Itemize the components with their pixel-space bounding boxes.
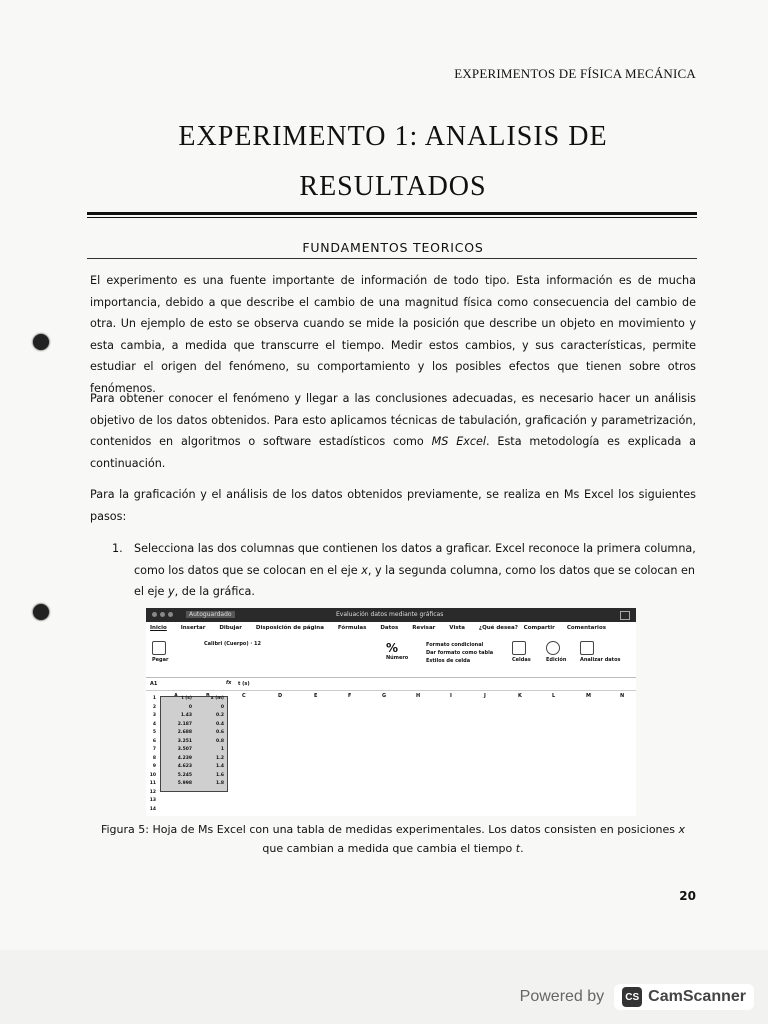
camscanner-badge — [614, 984, 754, 1010]
cell-a: 5.998 — [177, 781, 192, 786]
row-number: 10 — [149, 772, 156, 778]
cell-b: 0.2 — [216, 713, 224, 718]
caption-var-t: t — [515, 842, 521, 855]
cell-a: 1.43 — [180, 713, 192, 718]
editing-label: Edición — [546, 657, 567, 663]
font-size: 12 — [254, 641, 262, 647]
cell-a: 0 — [188, 704, 192, 710]
row-number: 3 — [152, 713, 156, 718]
paste-group — [152, 641, 168, 663]
search-icon — [546, 641, 560, 655]
col-n: N — [620, 693, 625, 699]
excel-titlebar — [146, 608, 636, 622]
col-c: C — [242, 693, 246, 699]
excel-menu — [146, 622, 636, 637]
cell-a: 3.251 — [177, 738, 192, 744]
caption-text-c: . — [520, 842, 524, 855]
cell-a: 4.623 — [177, 764, 192, 769]
cell-b: x (m) — [210, 696, 224, 701]
cell-b: 0 — [220, 704, 224, 710]
software-name: MS Excel — [431, 435, 487, 448]
cell-a: 2.187 — [177, 721, 192, 727]
col-j: J — [484, 693, 486, 699]
row-number: 6 — [152, 738, 156, 744]
paragraph-2 — [90, 388, 696, 474]
analyze-label: Analizar datos — [580, 657, 621, 663]
col-f: F — [348, 693, 352, 699]
row-number: 9 — [152, 764, 156, 769]
menu-vista: Vista — [449, 625, 465, 631]
page-number: 20 — [679, 889, 696, 903]
list-text-b: , y la segunda columna, como los datos que se colocan en el eje — [134, 563, 695, 598]
camscanner-watermark — [520, 982, 754, 1012]
cell-a: 4.239 — [177, 755, 192, 761]
menu-disposicion: Disposición de página — [255, 625, 324, 631]
autosave-toggle: Autoguardado — [186, 611, 235, 618]
fx-icon: fx — [226, 680, 232, 686]
cell-b: 1.2 — [216, 755, 224, 761]
title-line-2: RESULTADOS — [299, 171, 487, 202]
row-number: 11 — [149, 781, 156, 786]
share-button: Compartir — [523, 625, 555, 631]
powered-by: Powered by — [519, 988, 605, 1005]
list-text-a: Selecciona las dos columnas que contienen los datos a graficar. Excel reconoce la primera columna, como los datos que se colocan en el eje — [134, 542, 696, 577]
punch-hole — [33, 334, 49, 350]
caption-var-x: x — [678, 823, 686, 836]
number-group — [386, 641, 408, 661]
running-header: EXPERIMENTOS DE FÍSICA MECÁNICA — [454, 66, 696, 81]
cell-b: 0.4 — [216, 721, 224, 727]
document-title: Evaluación datos mediante gráficas — [336, 611, 444, 618]
share-comments — [524, 625, 618, 631]
punch-hole — [33, 604, 49, 620]
menu-que-desea: ¿Qué desea? — [478, 625, 518, 631]
paste-label: Pegar — [152, 657, 169, 663]
paragraph-1: El experimento es una fuente importante de información de todo tipo. Esta información es de mucha importancia, debido a que describe el cambio de una magnitud física como consecuencia del cambio de otra. Un ejemplo de esto se observa cuando se mide la posición que describe un objeto en movimiento y esta cambia, a medida que transcurre el tiempo. Medir estos cambios, y sus características, permite estudiar el origen del fenómeno, su comportamiento y los posibles efectos que tienen sobre otros fenómenos. — [90, 274, 696, 395]
list-text-c: , de la gráfica. — [174, 585, 255, 598]
font-group: Calibri (Cuerpo) · 12 — [204, 641, 262, 647]
col-l: L — [552, 693, 556, 699]
cell-styles-label: Estilos de celda — [426, 658, 471, 664]
percent-icon: % — [386, 641, 399, 655]
caption-text-a: Figura 5: Hoja de Ms Excel con una tabla de medidas experimentales. Los datos consisten en posiciones — [100, 823, 679, 836]
section-rule — [87, 258, 697, 259]
row-number: 4 — [152, 721, 156, 727]
cell-b: 0.8 — [216, 738, 224, 744]
cell-a: t (s) — [181, 696, 192, 701]
col-m: M — [586, 693, 591, 699]
section-title: FUNDAMENTOS TEORICOS — [302, 240, 484, 255]
paragraph-2-text: Para obtener conocer el fenómeno y llegar a las conclusiones adecuadas, es necesario hacer un análisis objetivo de los datos obtenidos. Para esto aplicamos técnicas de tabulación, graficación y parametrización, contenidos en algoritmos o software estadísticos como — [90, 392, 696, 448]
font-name: Calibri (Cuerpo) — [204, 641, 249, 647]
cell-b: 1.6 — [216, 772, 224, 778]
cell-a: 3.507 — [177, 747, 192, 752]
figure-caption — [90, 820, 696, 858]
menu-revisar: Revisar — [412, 625, 436, 631]
cond-format-label: Formato condicional — [426, 642, 484, 648]
selected-range — [160, 696, 228, 792]
list-item — [112, 538, 696, 603]
var-x: x — [361, 563, 368, 577]
cell-a: 5.245 — [177, 772, 192, 778]
menu-inicio: Inicio — [150, 625, 167, 631]
camscanner-name: CamScanner — [648, 988, 746, 1005]
paste-icon — [152, 641, 166, 655]
paragraph-2-text-end: . Esta metodología es explicada a continuación. — [90, 435, 696, 470]
row-number: 14 — [149, 806, 156, 812]
styles-group — [426, 641, 493, 665]
cells-label: Celdas — [512, 657, 531, 663]
col-i: I — [450, 693, 452, 699]
var-y: y — [167, 585, 175, 598]
formula-bar — [146, 678, 636, 691]
row-number: 8 — [152, 755, 156, 761]
col-k: K — [518, 693, 522, 699]
name-box: A1 — [150, 681, 158, 687]
col-d: D — [278, 693, 283, 699]
editing-group — [546, 641, 566, 663]
cells-icon — [512, 641, 526, 655]
analyze-icon — [580, 641, 594, 655]
col-e: E — [314, 693, 318, 699]
row-number: 2 — [152, 704, 156, 710]
list-number: 1. — [112, 542, 123, 555]
excel-screenshot — [146, 608, 636, 816]
menu-dibujar: Dibujar — [219, 625, 242, 631]
camscanner-logo: CS — [622, 987, 642, 1007]
cell-a: 2.688 — [177, 730, 192, 735]
formula-content: t (s) — [238, 681, 250, 687]
comments-button: Comentarios — [566, 625, 606, 631]
menu-formulas: Fórmulas — [337, 625, 367, 631]
excel-ribbon — [146, 637, 636, 678]
row-number: 7 — [152, 747, 156, 752]
cell-b: 0.6 — [216, 730, 224, 735]
col-g: G — [382, 693, 387, 699]
search-icon — [620, 611, 630, 620]
title-line-1: EXPERIMENTO 1: ANALISIS DE — [178, 121, 608, 152]
number-label: Número — [386, 655, 409, 661]
menu-insertar: Insertar — [180, 625, 206, 631]
row-number: 1 — [152, 696, 156, 701]
cell-b: 1 — [220, 747, 224, 752]
page-title — [90, 112, 696, 212]
title-rule — [87, 212, 697, 215]
cells-group — [512, 641, 531, 663]
row-number: 13 — [149, 798, 156, 803]
col-h: H — [416, 693, 421, 699]
list-text — [134, 538, 696, 603]
row-number: 12 — [149, 789, 156, 795]
title-rule-thin — [87, 217, 697, 218]
caption-text-b: que cambian a medida que cambia el tiempo — [262, 842, 516, 855]
menu-datos: Datos — [380, 625, 399, 631]
cell-b: 1.4 — [216, 764, 224, 769]
row-number: 5 — [152, 730, 156, 735]
table-format-label: Dar formato como tabla — [426, 650, 494, 656]
paragraph-3: Para la graficación y el análisis de los datos obtenidos previamente, se realiza en Ms Excel los siguientes pasos: — [90, 488, 696, 523]
window-controls — [152, 612, 176, 619]
analyze-group — [580, 641, 620, 663]
cell-b: 1.8 — [216, 781, 224, 786]
